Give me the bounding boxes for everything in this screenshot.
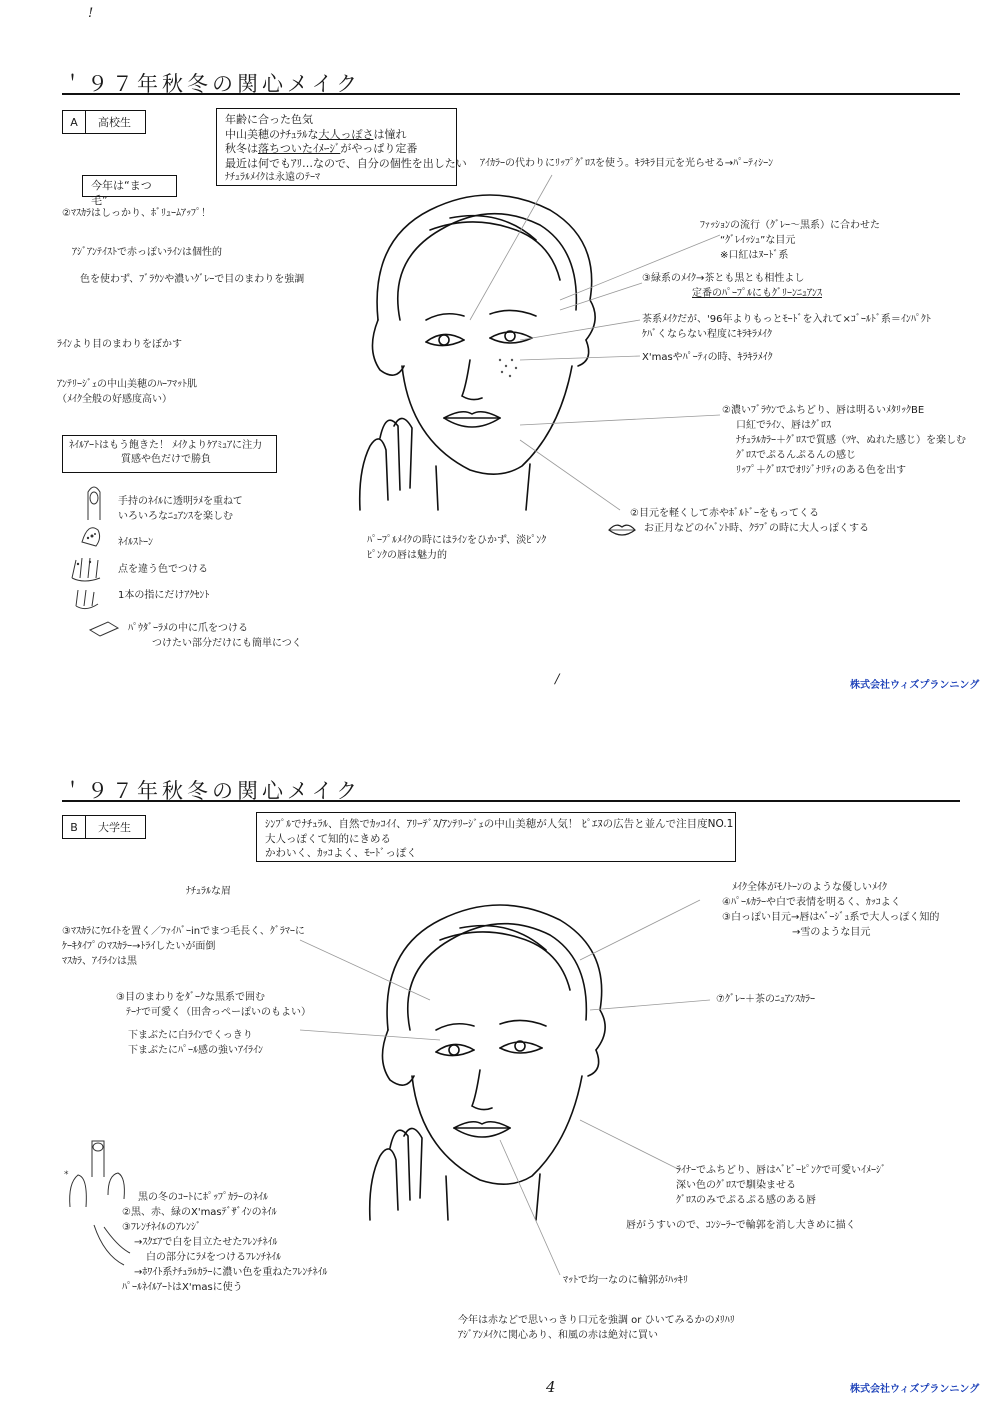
nail-box: ﾈｲﾙｱｰﾄはもう飽きた！ ﾒｲｸよりｹｱﾐｭｱに注力 質感や色だけで勝負	[62, 435, 277, 473]
nail-note-2: ﾈｲﾙｽﾄｰﾝ	[118, 537, 153, 548]
section-b-letter: B	[63, 816, 86, 838]
section-a-title: ＇９７年秋冬の関心メイク	[62, 72, 362, 96]
page-number: 4	[546, 1378, 556, 1396]
note-b-matte: ﾏｯﾄで均一なのに輪郭がﾊｯｷﾘ	[563, 1275, 688, 1286]
note-eyecolor: ｱｲｶﾗｰの代わりにﾘｯﾌﾟｸﾞﾛｽを使う。ｷﾗｷﾗ目元を光らせる→ﾊﾟｰﾃｨｼｰﾝ	[480, 158, 774, 169]
note-b-bottom: 今年は赤などで思いっきり口元を強調 or ひいてみるかのﾒﾘﾊﾘ ｱｼﾞｱﾝﾒｲｸに関心あり、和風の赤は絶対に買い	[458, 1315, 735, 1341]
note-xmas: X'masやﾊﾟｰﾃｨの時、ｷﾗｷﾗﾒｲｸ	[642, 352, 773, 363]
nail-note-1: 手持のﾈｲﾙに透明ﾗﾒを重ねて いろいろなﾆｭｱﾝｽを楽しむ	[118, 496, 243, 522]
summary-line: 中山美穂のﾅﾁｭﾗﾙな大人っぽさは憧れ	[225, 127, 407, 141]
summary-line: 最近は何でもｱﾘ…なので、自分の個性を出したい	[225, 156, 467, 170]
note-b-lower: 下まぶたに白ﾗｲﾝでくっきり 下まぶたにﾊﾟｰﾙ感の強いｱｲﾗｲﾝ	[128, 1030, 263, 1056]
section-b-label: 大学生	[98, 821, 131, 834]
note-green: ③緑系のﾒｲｸ→茶とも黒とも相性よし 定番のﾊﾟｰﾌﾟﾙにもｸﾞﾘｰﾝﾆｭｱﾝｽ	[642, 273, 822, 299]
note-purple: ﾊﾟｰﾌﾟﾙﾒｲｸの時にはﾗｲﾝをひかず、淡ﾋﾟﾝｸ ﾋﾟﾝｸの唇は魅力的	[367, 535, 547, 561]
note-asian: ｱｼﾞｱﾝﾃｲｽﾄで赤っぽいﾗｲﾝは個性的	[72, 247, 222, 258]
section-a-label: 高校生	[98, 116, 131, 129]
note-b-gray: ⑦ｸﾞﾚｰ＋茶のﾆｭｱﾝｽｶﾗｰ	[716, 994, 815, 1005]
note-red: ②目元を軽くして赤やﾎﾞﾙﾄﾞｰをもってくる お正月などのｲﾍﾞﾝﾄ時、ｸﾗﾌﾞの時に大人っぽくする	[630, 508, 869, 534]
note-color: 色を使わず、ﾌﾞﾗｳﾝや濃いｸﾞﾚｰで目のまわりを強調	[80, 274, 305, 285]
company-name-b: 株式会社ウィズプランニング	[850, 1384, 980, 1395]
note-b-tone: ﾒｲｸ全体がﾓﾉﾄｰﾝのような優しいﾒｲｸ ④ﾊﾟｰﾙｶﾗｰや白で表情を明るく、ｶｯｺよく ③白っぽい目元→唇はﾍﾞｰｼﾞｭ系で大人っぽく知的 →雪のような目元	[722, 882, 940, 938]
summary-line: 秋冬は落ちついたｲﾒｰｼﾞがやっぱり定番	[225, 142, 418, 155]
theme-box: 今年は“まつ毛”	[82, 175, 177, 197]
section-b-title: ＇９７年秋冬の関心メイク	[62, 779, 362, 803]
note-blur: ﾗｲﾝより目のまわりをぼかす	[57, 339, 182, 350]
nail-note-3: 点を違う色でつける	[118, 564, 208, 575]
company-name-a: 株式会社ウィズプランニング	[850, 680, 980, 691]
note-lips: ②濃いﾌﾞﾗｳﾝでふちどり、唇は明るいﾒﾀﾘｯｸBE 口紅でﾗｲﾝ、唇はｸﾞﾛｽ ﾅﾁｭﾗﾙｶﾗｰ＋ｸﾞﾛｽで質感（ﾂﾔ、ぬれた感じ）を楽しむ ｸﾞﾛｽでぷるんぷるんの感じ ﾘｯﾌﾟ＋ｸﾞﾛｽでｵﾘｼﾞﾅﾘﾃｨのある色を出す	[722, 405, 966, 476]
page-mark-top: !	[88, 6, 94, 21]
note-b-mascara: ③ﾏｽｶﾗにｳｴｲﾄを置く／ﾌｧｲﾊﾞｰinでまつ毛長く、ｸﾞﾗﾏｰに ｹｰｷﾀｲﾌﾟのﾏｽｶﾗｰ→ﾄﾗｲしたいが面倒 ﾏｽｶﾗ、ｱｲﾗｲﾝは黒	[62, 926, 305, 967]
leader-lines-b	[0, 700, 1000, 1403]
leader-lines-a	[0, 0, 1000, 700]
summary-line: 年齢に合った色気	[225, 113, 313, 126]
note-b-eye: ③目のまわりをﾀﾞｰｸな黒系で囲む ﾃｰﾅで可愛く（田舎っぺーぽいのもよい）	[116, 992, 311, 1018]
nail-notes-b: 黒の冬のｺｰﾄにﾎﾟｯﾌﾟｶﾗｰのﾈｲﾙ ②黒、赤、緑のX'masﾃﾞｻﾞｲﾝのﾈｲﾙ ③ﾌﾚﾝﾁﾈｲﾙのｱﾚﾝｼﾞ →ｽｸｴｱで白を目立たせたﾌﾚﾝﾁﾈｲﾙ 白の部分にﾗﾒをつけるﾌﾚﾝﾁﾈｲﾙ →ﾎﾜｲﾄ系ﾅﾁｭﾗﾙｶﾗｰに濃い色を重ねたﾌﾚﾝﾁﾈｲﾙ ﾊﾟｰﾙﾈｲﾙｱｰﾄはX'masに使う	[122, 1192, 328, 1293]
nail-note-5: ﾊﾟｳﾀﾞｰﾗﾒの中に爪をつける つけたい部分だけにも簡単につく	[128, 623, 302, 649]
note-b-liner: ﾗｲﾅｰでふちどり、唇はﾍﾞﾋﾞｰﾋﾟﾝｸで可愛いｲﾒｰｼﾞ 深い色のｸﾞﾛｽで馴染ませる ｸﾞﾛｽのみでぷるぷる感のある唇	[676, 1165, 886, 1206]
note-skin: ｱﾝﾃﾘｰｼﾞｪの中山美穂のﾊｰﾌﾏｯﾄ肌 （ﾒｲｸ全般の好感度高い）	[57, 379, 197, 405]
note-mascara: ②ﾏｽｶﾗはしっかり、ﾎﾞﾘｭｰﾑｱｯﾌﾟ！	[62, 208, 211, 219]
section-b-summary-box: ｼﾝﾌﾟﾙでﾅﾁｭﾗﾙ、自然でｶｯｺｲｲ、ｱﾘｰﾃﾞｽ/ｱﾝﾃﾘｰｼﾞｪの中山美穂が人気！ ﾋﾟｴﾇの広告と並んで注目度NO.1 大人っぽくて知的にきめる かわいく、ｶｯｺよく、ﾓｰﾄﾞっぽく	[256, 812, 736, 862]
note-b-brow: ﾅﾁｭﾗﾙな眉	[186, 886, 231, 897]
note-fashion: ﾌｧｯｼｮﾝの流行（ｸﾞﾚｰ～黒系）に合わせた “ｸﾞﾚｲｯｼｭ”な目元 ※口紅はﾇｰﾄﾞ系	[700, 220, 880, 261]
note-brown: 茶系ﾒｲｸだが、'96年よりもっとﾓｰﾄﾞを入れて×ｺﾞｰﾙﾄﾞ系＝ｲﾝﾊﾟｸﾄ ｹﾊﾞくならない程度にｷﾗｷﾗﾒｲｸ	[642, 314, 931, 340]
svg-text:*: *	[64, 1170, 69, 1180]
summary-line: ﾅﾁｭﾗﾙﾒｲｸは永遠のﾃｰﾏ	[225, 172, 320, 183]
section-a-letter: A	[63, 111, 86, 133]
nail-note-4: 1本の指にだけｱｸｾﾝﾄ	[118, 590, 210, 601]
note-b-thin: 唇がうすいので、ｺﾝｼｰﾗｰで輪郭を消し大きめに描く	[626, 1220, 856, 1231]
page-mark-middle: /	[555, 672, 560, 687]
